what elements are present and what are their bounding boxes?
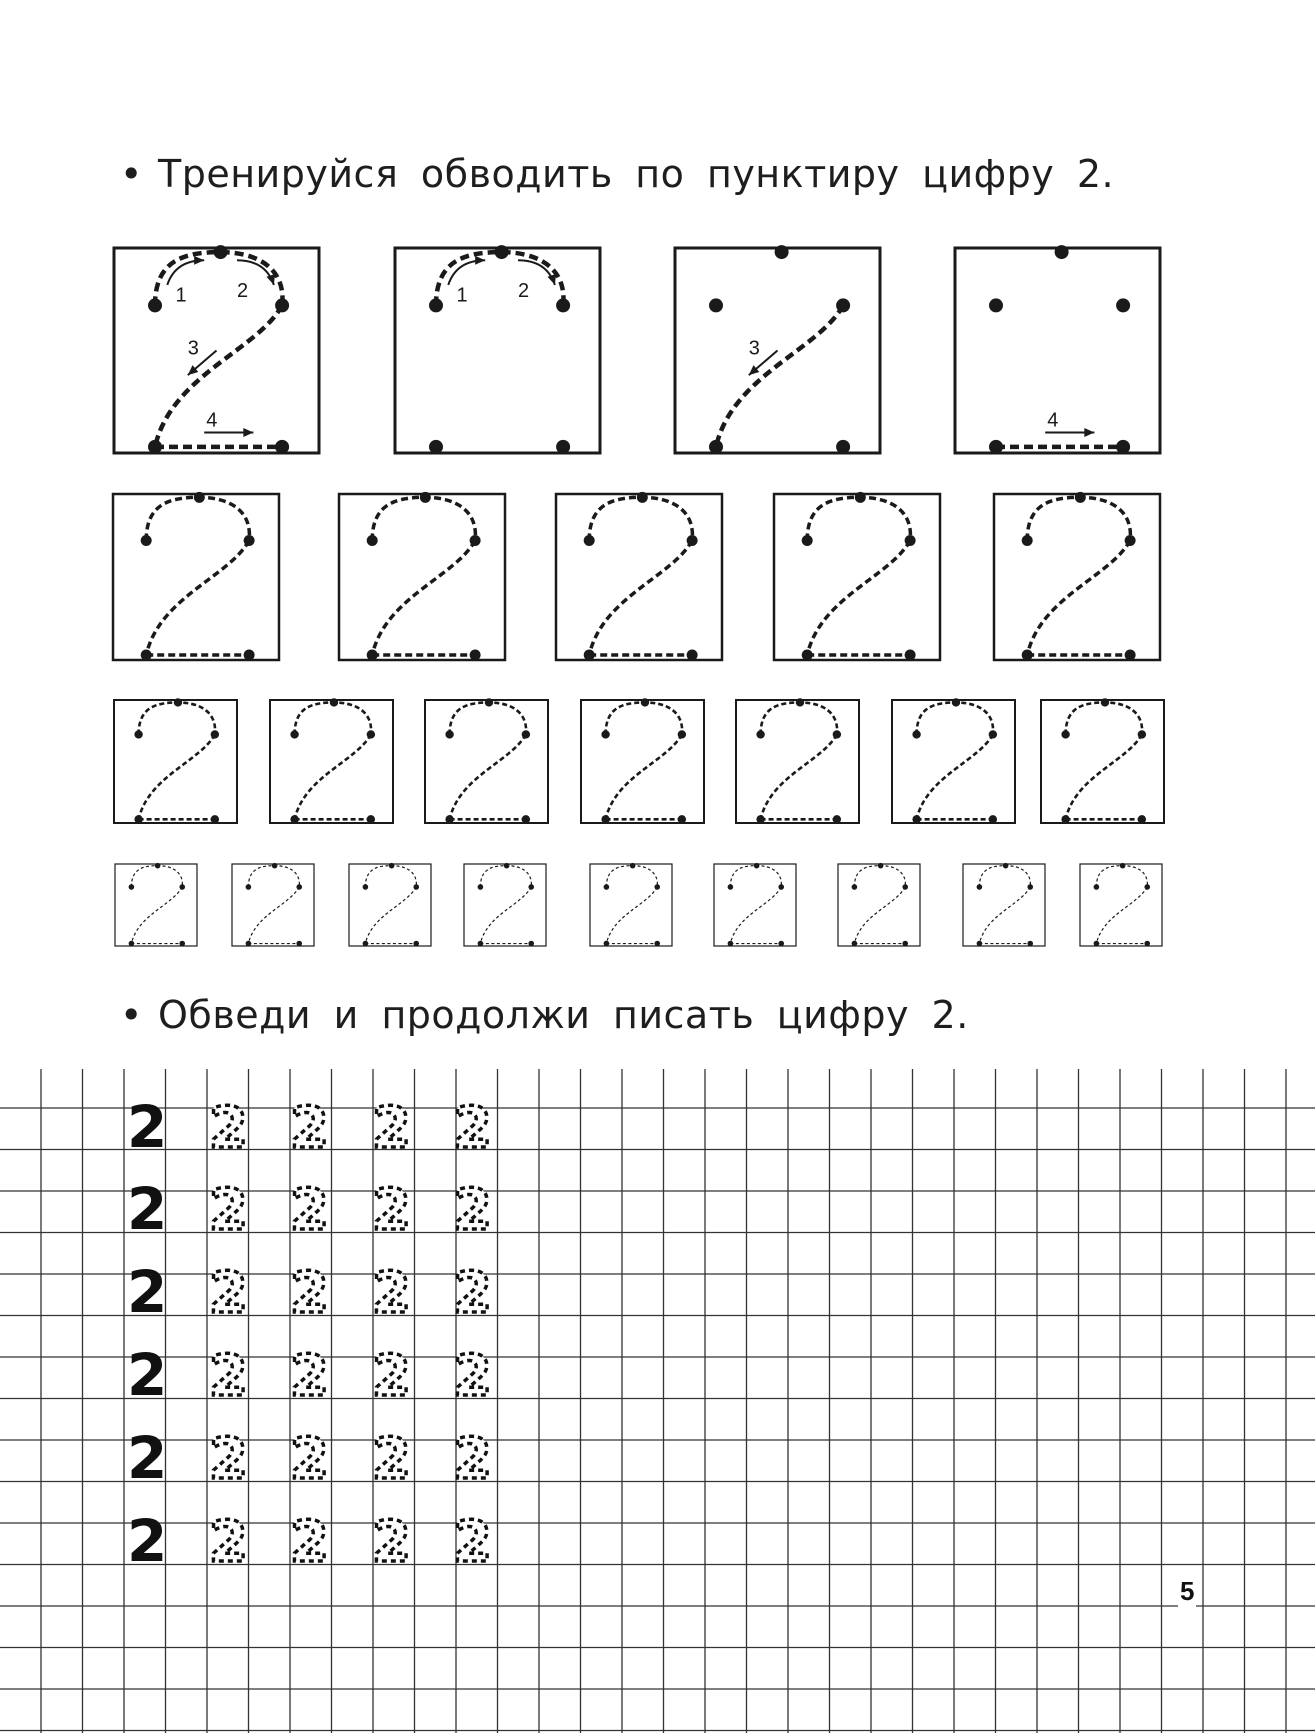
digit-dashed: 2 <box>453 1344 492 1409</box>
step-label: 4 <box>1047 409 1059 432</box>
digit-dashed: 2 <box>372 1096 411 1161</box>
digit-dashed: 2 <box>290 1510 329 1575</box>
digit-dashed: 2 <box>453 1510 492 1575</box>
step-label: 3 <box>187 337 199 360</box>
digit-dashed: 2 <box>372 1510 411 1575</box>
digit-dashed: 2 <box>209 1178 248 1243</box>
step-label: 4 <box>206 409 218 432</box>
digit-sample: 2 <box>127 1258 168 1326</box>
digit-dashed: 2 <box>290 1261 329 1326</box>
instruction-trace-text: Тренируйся обводить по пунктиру цифру 2. <box>158 152 1115 196</box>
digit-dashed: 2 <box>453 1261 492 1326</box>
digit-dashed: 2 <box>209 1096 248 1161</box>
digit-dashed: 2 <box>290 1344 329 1409</box>
instruction-write-text: Обведи и продолжи писать цифру 2. <box>158 993 969 1037</box>
digit-dashed: 2 <box>209 1510 248 1575</box>
digit-dashed: 2 <box>372 1427 411 1492</box>
digit-sample: 2 <box>127 1175 168 1243</box>
digit-sample: 2 <box>127 1093 168 1161</box>
digit-sample: 2 <box>127 1341 168 1409</box>
grid-lines <box>0 1069 1315 1733</box>
page-number: 5 <box>1180 1576 1195 1606</box>
digit-dashed: 2 <box>290 1096 329 1161</box>
digit-dashed: 2 <box>209 1261 248 1326</box>
bullet: • <box>120 152 143 196</box>
digit-dashed: 2 <box>372 1178 411 1243</box>
step-label: 1 <box>456 284 468 307</box>
step-label: 3 <box>748 337 760 360</box>
digit-dashed: 2 <box>453 1178 492 1243</box>
step-label: 2 <box>518 280 530 303</box>
digit-dashed: 2 <box>209 1344 248 1409</box>
step-label: 1 <box>175 284 187 307</box>
digit-dashed: 2 <box>209 1427 248 1492</box>
digit-dashed: 2 <box>290 1178 329 1243</box>
digit-sample: 2 <box>127 1507 168 1575</box>
digit-dashed: 2 <box>372 1344 411 1409</box>
digit-dashed: 2 <box>290 1427 329 1492</box>
digit-dashed: 2 <box>453 1096 492 1161</box>
step-label: 2 <box>237 280 249 303</box>
digit-sample: 2 <box>127 1424 168 1492</box>
digit-dashed: 2 <box>453 1427 492 1492</box>
digit-dashed: 2 <box>372 1261 411 1326</box>
bullet: • <box>120 993 143 1037</box>
